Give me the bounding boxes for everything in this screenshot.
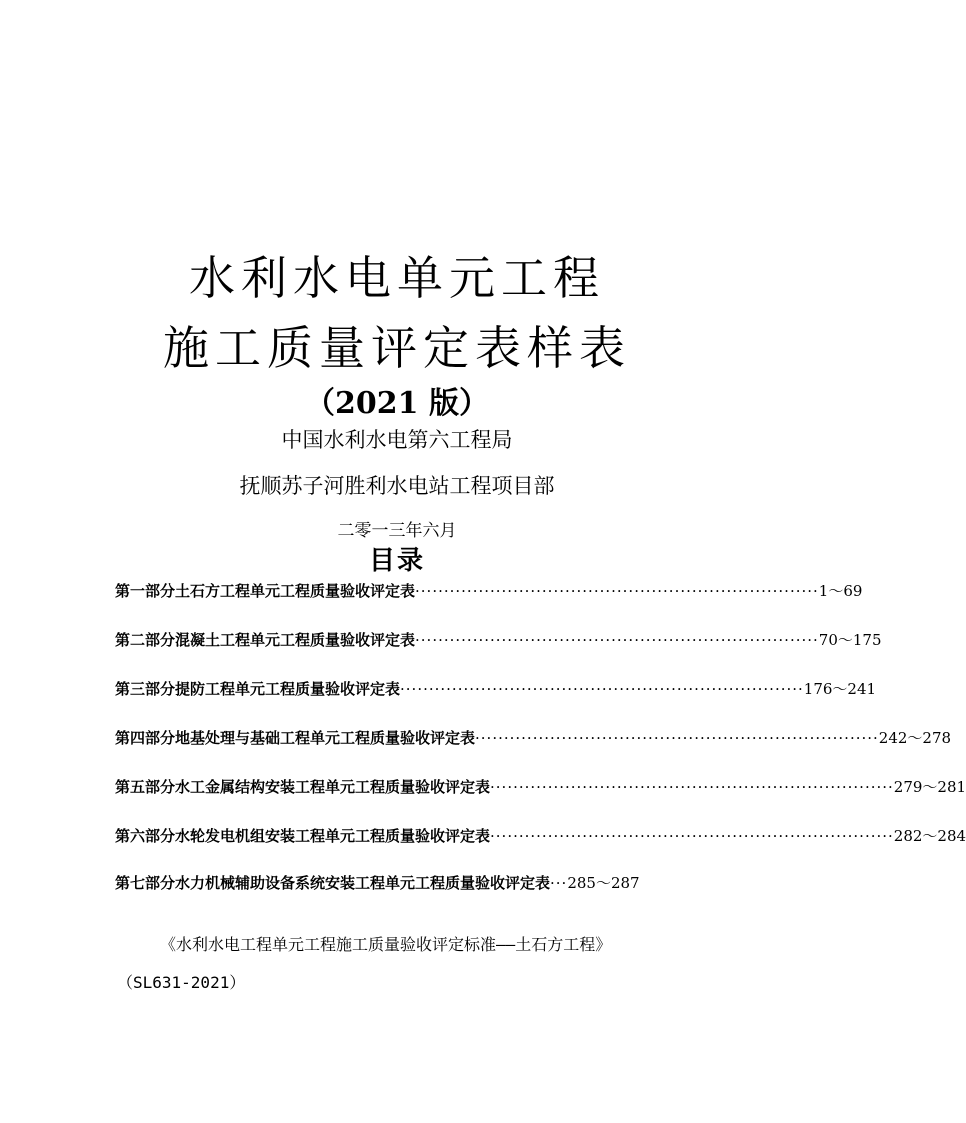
standard-reference-title: 《水利水电工程单元工程施工质量验收评定标准——土石方工程》 — [160, 935, 612, 954]
title-line-1: 水利水电单元工程 — [189, 251, 605, 305]
toc-leader-dots: ······································································ — [490, 778, 894, 796]
toc-item-title: 第三部分提防工程单元工程质量验收评定表 — [115, 680, 401, 698]
toc-item-pages: 1～69 — [818, 582, 863, 600]
toc-item[interactable] — [115, 776, 966, 800]
toc-item-title: 第七部分水力机械辅助设备系统安装工程单元工程质量验收评定表 — [115, 874, 551, 892]
toc-item-pages: 242～278 — [878, 729, 952, 747]
standard-reference-code: （SL631-2021） — [117, 973, 246, 992]
toc-item-pages: 279～281 — [893, 778, 966, 796]
organization-line-2: 抚顺苏子河胜利水电站工程项目部 — [239, 474, 555, 498]
toc-leader-dots: ··· — [550, 874, 568, 892]
date-label: 二零一三年六月 — [337, 521, 457, 541]
toc-item[interactable] — [115, 825, 966, 849]
toc-item[interactable] — [115, 580, 863, 604]
toc-item-pages: 176～241 — [803, 680, 877, 698]
toc-item[interactable] — [115, 629, 882, 653]
toc-item-title: 第六部分水轮发电机组安装工程单元工程质量验收评定表 — [115, 827, 491, 845]
toc-item[interactable] — [115, 872, 685, 896]
toc-item-title: 第一部分土石方工程单元工程质量验收评定表 — [115, 582, 416, 600]
edition-label: （2021 版） — [305, 386, 489, 421]
toc-heading: 目录 — [368, 546, 425, 576]
toc-item-title: 第四部分地基处理与基础工程单元工程质量验收评定表 — [115, 729, 476, 747]
title-line-2: 施工质量评定表样表 — [163, 321, 631, 375]
toc-leader-dots: ······································································ — [415, 582, 819, 600]
toc-leader-dots: ······································································ — [475, 729, 879, 747]
toc-leader-dots: ······································································ — [490, 827, 894, 845]
toc-item[interactable] — [115, 678, 877, 702]
toc-leader-dots: ······································································ — [415, 631, 819, 649]
organization-line-1: 中国水利水电第六工程局 — [281, 428, 513, 452]
toc-item-title: 第二部分混凝土工程单元工程质量验收评定表 — [115, 631, 416, 649]
toc-item-title: 第五部分水工金属结构安装工程单元工程质量验收评定表 — [115, 778, 491, 796]
toc-item-pages: 285～287 — [567, 874, 640, 892]
toc-item-pages: 70～175 — [818, 631, 882, 649]
toc-leader-dots: ······································································ — [400, 680, 804, 698]
toc-item-pages: 282～284 — [893, 827, 966, 845]
toc-item[interactable] — [115, 727, 952, 751]
